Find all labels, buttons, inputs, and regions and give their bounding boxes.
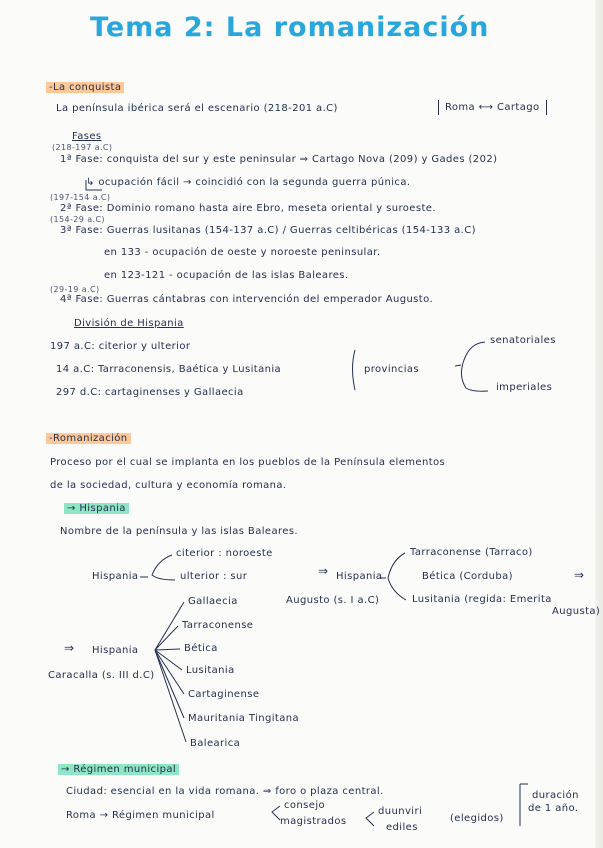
arrow-right: ⇒ <box>574 568 585 582</box>
duunviri: duunviri <box>378 806 423 817</box>
augusta: Augusta) <box>552 606 601 617</box>
consejo: consejo <box>284 800 326 811</box>
betica: Bética (Corduba) <box>422 571 513 582</box>
ediles: ediles <box>386 822 418 833</box>
duracion-2: de 1 año. <box>528 803 579 814</box>
magistrados: magistrados <box>280 816 347 827</box>
hispania-definition: Nombre de la península y las islas Baleares. <box>60 526 299 537</box>
date-fase-3: (154-29 a.C) <box>50 215 105 224</box>
hispania-heading: → Hispania <box>64 503 129 514</box>
prov-cartaginense: Cartaginense <box>188 689 260 700</box>
hispania-2: Hispania <box>336 571 383 582</box>
date-fase-1: (218-197 a.C) <box>52 143 113 152</box>
division-label: División de Hispania <box>74 318 184 329</box>
division-297: 297 d.C: cartaginenses y Gallaecia <box>56 387 244 398</box>
imperiales-label: imperiales <box>496 382 553 393</box>
fase-3-note-b: en 123-121 - ocupación de las islas Baleares. <box>104 270 349 281</box>
prov-lusitania: Lusitania <box>186 665 235 676</box>
fases-label: Fases <box>72 131 102 142</box>
fase-4: 4ª Fase: Guerras cántabras con intervención del emperador Augusto. <box>60 294 434 305</box>
prov-betica: Bética <box>184 643 218 654</box>
division-14: 14 a.C: Tarraconensis, Baética y Lusitania <box>56 364 282 375</box>
section-heading-conquista: -La conquista <box>46 82 124 93</box>
prov-balearica: Balearica <box>190 738 241 749</box>
hispania-1: Hispania <box>92 571 139 582</box>
roma-regimen: Roma → Régimen municipal <box>66 810 215 821</box>
fase-1-note: ↳ ocupación fácil → coincidió con la segunda guerra púnica. <box>86 177 411 188</box>
fase-3-note-a: en 133 - ocupación de oeste y noroeste peninsular. <box>104 247 381 258</box>
date-fase-4: (29-19 a.C) <box>50 285 100 294</box>
duracion-1: duración <box>532 790 579 801</box>
ulterior: ulterior : sur <box>180 571 248 582</box>
arrow-to-augusto: ⇒ <box>318 564 329 578</box>
ciudad-text: Ciudad: esencial en la vida romana. ⇒ foro o plaza central. <box>66 786 384 797</box>
prov-gallaecia: Gallaecia <box>188 596 238 607</box>
conquista-intro: La península ibérica será el escenario (218-201 a.C) <box>56 103 338 114</box>
date-fase-2: (197-154 a.C) <box>50 193 111 202</box>
section-heading-romanizacion: -Romanización <box>46 433 131 444</box>
citerior: citerior : noroeste <box>176 548 273 559</box>
division-197: 197 a.C: citerior y ulterior <box>50 341 191 352</box>
roma-cartago: Roma ⟷ Cartago <box>438 100 547 115</box>
tarraconense: Tarraconense (Tarraco) <box>410 547 533 558</box>
fase-3: 3ª Fase: Guerras lusitanas (154-137 a.C) / Guerras celtibéricas (154-133 a.C) <box>60 225 476 236</box>
senatoriales-label: senatoriales <box>490 335 556 346</box>
romanizacion-p2: de la sociedad, cultura y economía romana. <box>50 480 287 491</box>
provincias-label: provincias <box>364 364 420 375</box>
caracalla-label: Caracalla (s. III d.C) <box>48 670 155 681</box>
hispania-3: Hispania <box>92 645 139 656</box>
romanizacion-p1: Proceso por el cual se implanta en los pueblos de la Península elementos <box>50 457 446 468</box>
fase-1: 1ª Fase: conquista del sur y este peninsular ⇒ Cartago Nova (209) y Gades (202) <box>60 154 498 165</box>
arrow-to-caracalla: ⇒ <box>64 641 75 655</box>
elegidos: (elegidos) <box>450 813 504 824</box>
lusitania: Lusitania (regida: Emerita <box>412 594 552 605</box>
prov-tarraconense: Tarraconense <box>182 620 254 631</box>
augusto-label: Augusto (s. I a.C) <box>286 595 380 606</box>
page-title: Tema 2: La romanización <box>90 12 490 43</box>
fase-2: 2ª Fase: Dominio romano hasta aire Ebro, meseta oriental y suroeste. <box>60 203 436 214</box>
prov-mauritania: Mauritania Tingitana <box>188 713 300 724</box>
regimen-heading: → Régimen municipal <box>58 764 179 775</box>
